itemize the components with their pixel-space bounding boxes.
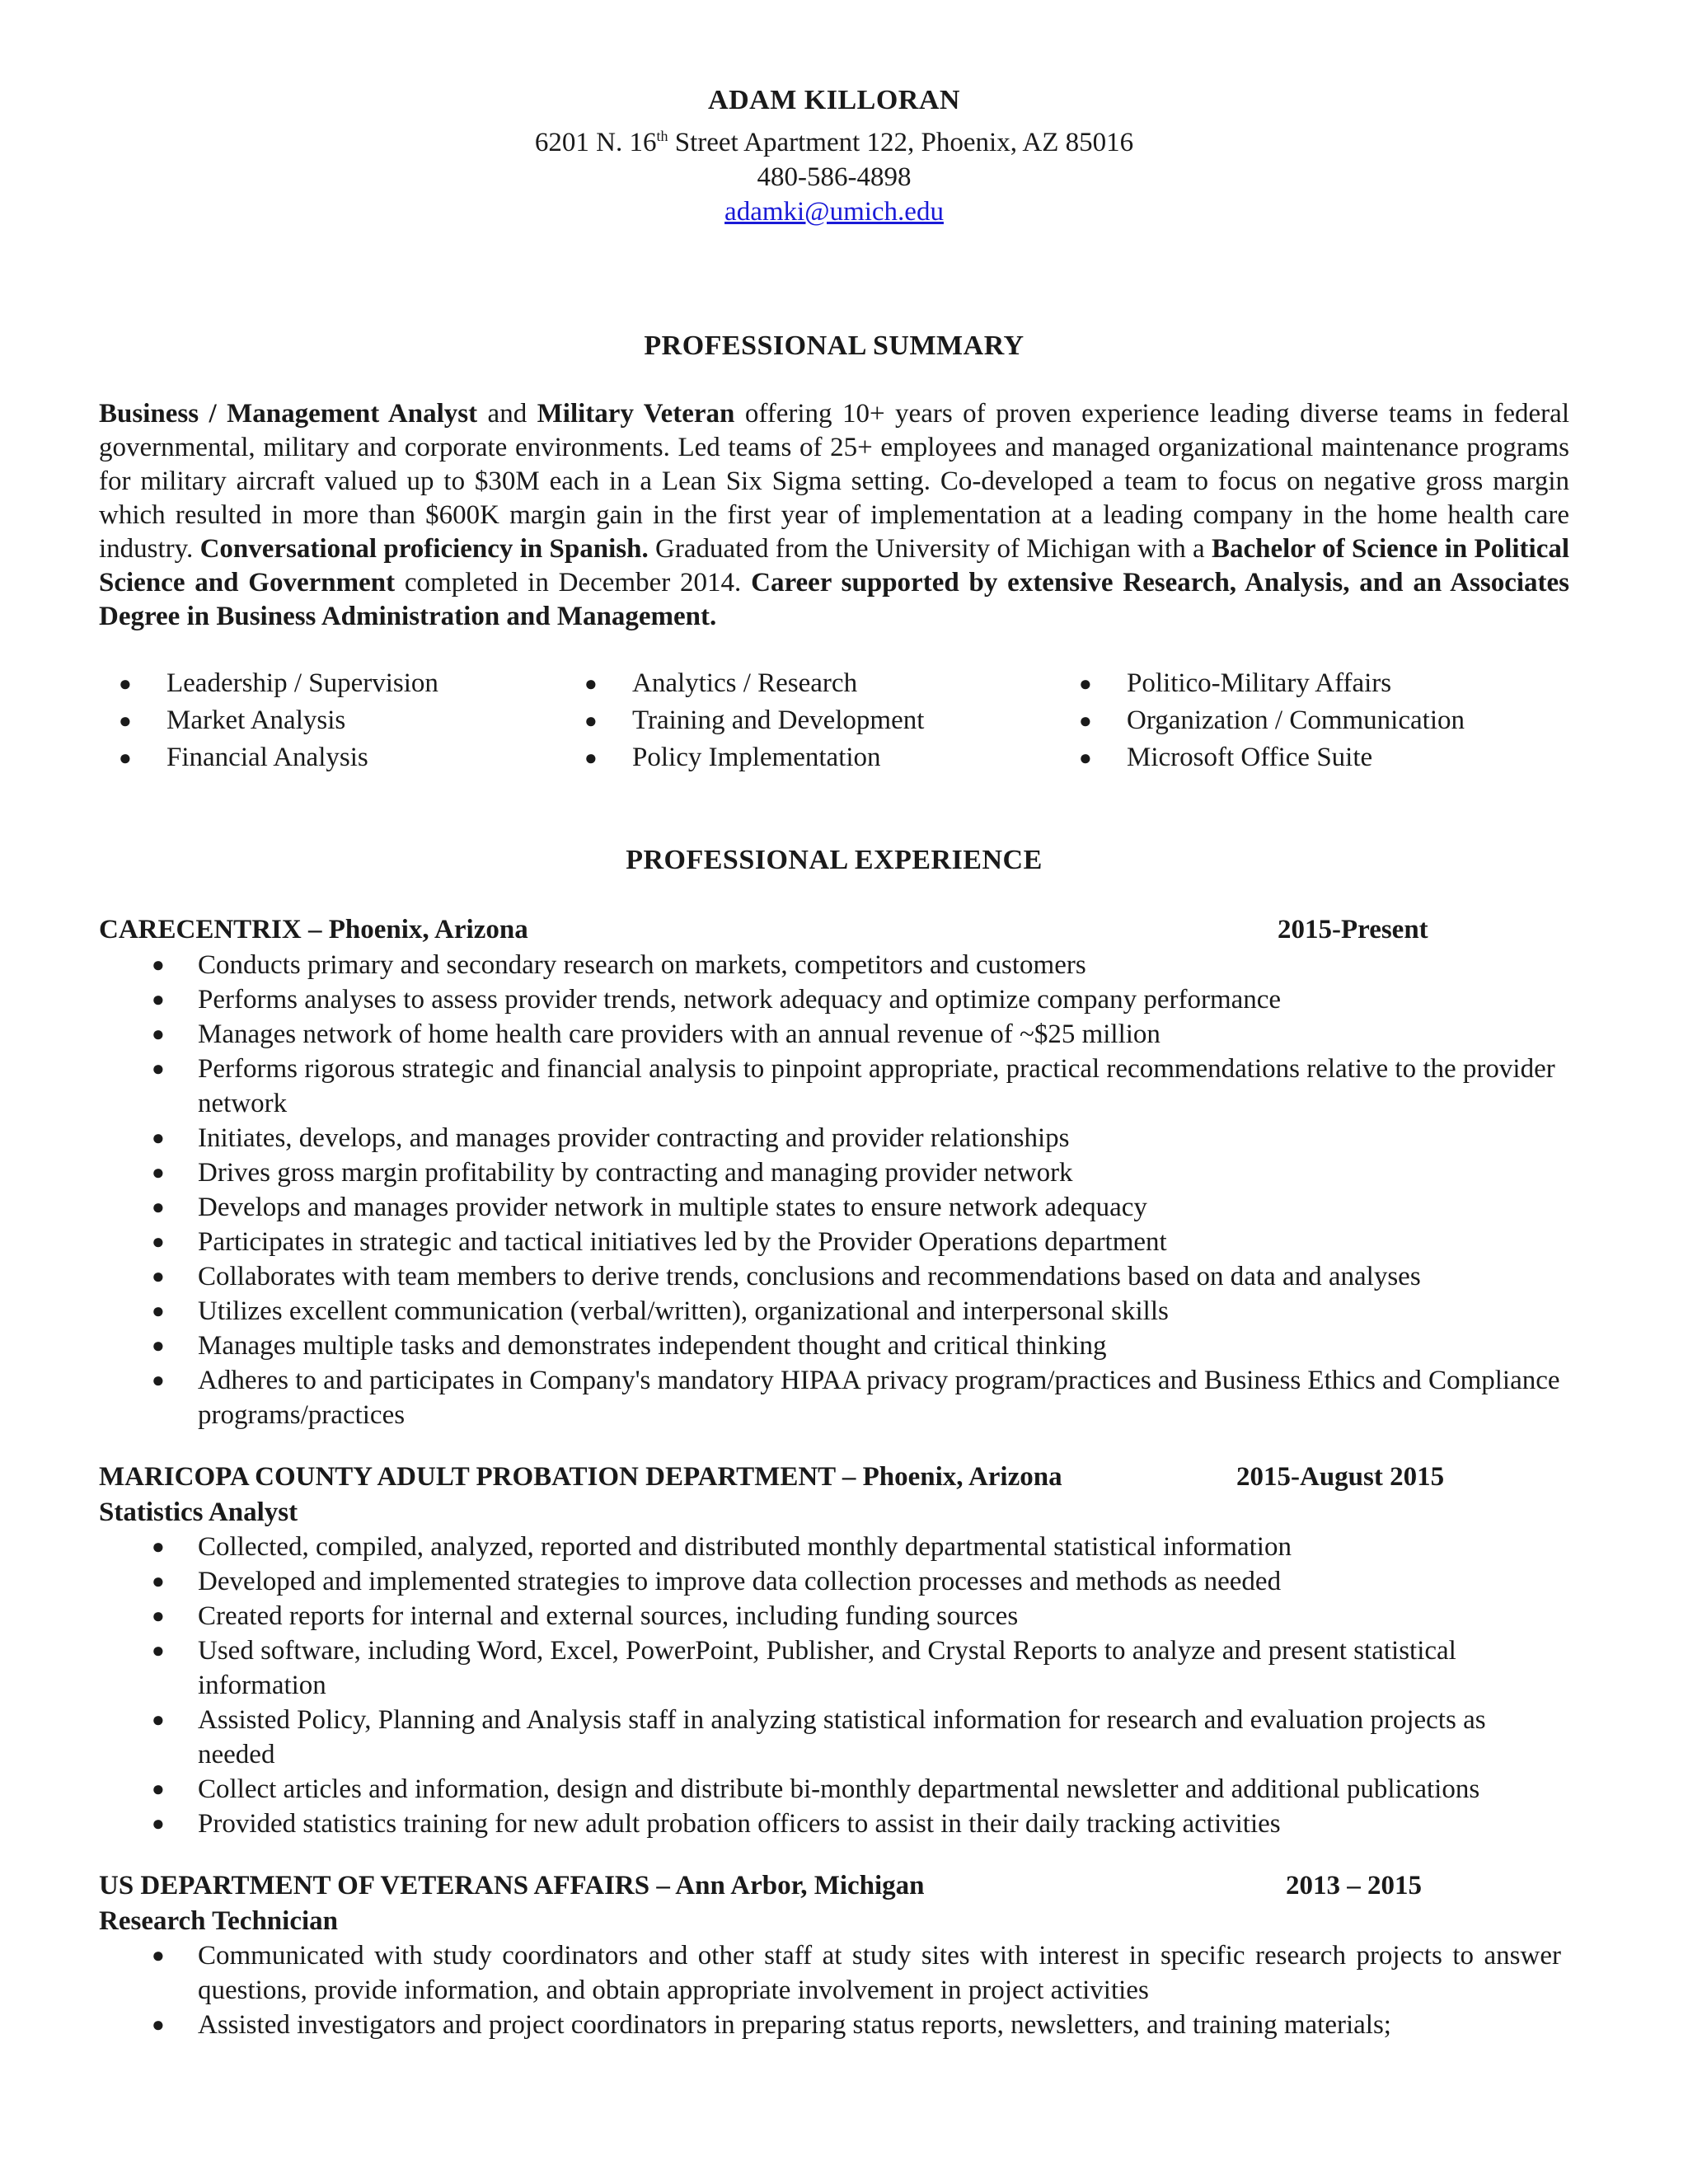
job-bullets <box>99 948 1569 1432</box>
job-bullet: ● Performs analyses to assess provider trends, network adequacy and optimize company performance <box>99 982 1569 1017</box>
summary-bold-1: Business / Management Analyst <box>99 399 478 429</box>
job-bullet: ● Develops and manages provider network in multiple states to ensure network adequacy <box>99 1190 1569 1225</box>
summary-paragraph <box>99 397 1569 634</box>
experience-heading: PROFESSIONAL EXPERIENCE <box>626 845 1043 875</box>
job-bullet: ● Provided statistics training for new adult probation officers to assist in their daily tracking activities <box>99 1807 1569 1841</box>
job-role: Research Technician <box>99 1906 338 1936</box>
job-bullet: ● Communicated with study coordinators and other staff at study sites with interest in specific research projects to answer questions, provide information, and obtain appropriate involvement in project activities <box>99 1938 1569 2008</box>
job-bullet: ● Developed and implemented strategies to improve data collection processes and methods as needed <box>99 1564 1569 1599</box>
job-bullet: ● Manages network of home health care providers with an annual revenue of ~$25 million <box>99 1017 1569 1052</box>
job-bullet: ● Manages multiple tasks and demonstrates independent thought and critical thinking <box>99 1329 1569 1363</box>
skill-item: ● Training and Development <box>565 702 1059 739</box>
skill-item: ● Organization / Communication <box>1059 702 1554 739</box>
job-bullet: ● Drives gross margin profitability by contracting and managing provider network <box>99 1155 1569 1190</box>
summary-text-4: completed in December 2014. <box>395 568 752 598</box>
job-bullet: ● Collaborates with team members to derive trends, conclusions and recommendations based on data and analyses <box>99 1259 1569 1294</box>
summary-bold-2: Military Veteran <box>537 399 735 429</box>
summary-bold-3: Conversational proficiency in Spanish. <box>199 534 649 564</box>
skills-column-3 <box>1059 665 1554 776</box>
candidate-name: ADAM KILLORAN <box>708 85 960 115</box>
job-bullet: ● Participates in strategic and tactical initiatives led by the Provider Operations department <box>99 1225 1569 1259</box>
email-link[interactable]: adamki@umich.edu <box>724 197 944 227</box>
job-dates: 2013 – 2015 <box>1286 1871 1422 1900</box>
job-employer: CARECENTRIX – Phoenix, Arizona <box>99 915 528 944</box>
job-bullet: ● Performs rigorous strategic and financial analysis to pinpoint appropriate, practical recommendations relative to the provider network <box>99 1052 1569 1121</box>
skill-item: ● Financial Analysis <box>99 739 565 776</box>
address-ordinal: th <box>656 128 668 144</box>
job-bullet: ● Collected, compiled, analyzed, reported and distributed monthly departmental statistical information <box>99 1530 1569 1564</box>
job-bullets <box>99 1530 1569 1841</box>
resume-page <box>99 82 1569 2042</box>
skills-grid <box>99 665 1569 776</box>
job-header <box>99 1459 1569 1495</box>
skill-item: ● Leadership / Supervision <box>99 665 565 702</box>
job-bullet: ● Assisted Policy, Planning and Analysis staff in analyzing statistical information for research and evaluation projects as needed <box>99 1703 1569 1772</box>
summary-bold-5: Career supported by extensive Research, Analysis, and an Associates Degree in Business Administration and Management. <box>99 568 1569 631</box>
phone-number: 480-586-4898 <box>757 162 912 192</box>
job-bullet: ● Initiates, develops, and manages provider contracting and provider relationships <box>99 1121 1569 1155</box>
job-bullet: ● Adheres to and participates in Company's mandatory HIPAA privacy program/practices and Business Ethics and Compliance programs/practices <box>99 1363 1569 1432</box>
summary-text-1: and <box>477 399 537 429</box>
skills-column-2 <box>565 665 1059 776</box>
job-role: Statistics Analyst <box>99 1497 298 1527</box>
job-bullet: ● Collect articles and information, design and distribute bi-monthly departmental newsletter and additional publications <box>99 1772 1569 1807</box>
job-header <box>99 912 1569 948</box>
job-employer: US DEPARTMENT OF VETERANS AFFAIRS – Ann Arbor, Michigan <box>99 1871 925 1900</box>
summary-text-2: offering 10+ years of proven experience leading diverse teams in federal governmental, military and corporate environments. Led teams of 25+ employees and managed organizational maintenance programs for military aircraft valued up to $30M each in a Lean Six Sigma setting. Co-developed a team to focus on negative gross margin which resulted in more than $600K margin gain in the first year of implementation at a leading company in the home health care industry. <box>99 399 1569 564</box>
summary-text-3: Graduated from the University of Michigan with a <box>648 534 1212 564</box>
job-entry <box>99 1868 1569 2042</box>
address <box>99 119 1569 160</box>
job-bullets <box>99 1938 1569 2042</box>
address-street-number: 6201 N. 16 <box>534 128 657 157</box>
summary-bold-4: Bachelor of Science in Political Science and Government <box>99 534 1570 598</box>
contact-header <box>99 82 1569 229</box>
job-bullet: ● Utilizes excellent communication (verbal/written), organizational and interpersonal skills <box>99 1294 1569 1329</box>
job-bullet: ● Assisted investigators and project coordinators in preparing status reports, newsletters, and training materials; <box>99 2008 1569 2042</box>
job-dates: 2015-August 2015 <box>1236 1462 1445 1492</box>
skill-item: ● Policy Implementation <box>565 739 1059 776</box>
skills-column-1 <box>99 665 565 776</box>
skill-item: ● Market Analysis <box>99 702 565 739</box>
skill-item: ● Politico-Military Affairs <box>1059 665 1554 702</box>
job-employer: MARICOPA COUNTY ADULT PROBATION DEPARTMENT – Phoenix, Arizona <box>99 1462 1062 1492</box>
job-entry <box>99 912 1569 1432</box>
job-entry <box>99 1459 1569 1841</box>
skill-item: ● Analytics / Research <box>565 665 1059 702</box>
summary-heading: PROFESSIONAL SUMMARY <box>644 330 1025 361</box>
address-rest: Street Apartment 122, Phoenix, AZ 85016 <box>668 128 1134 157</box>
skill-item: ● Microsoft Office Suite <box>1059 739 1554 776</box>
job-bullet: ● Conducts primary and secondary research on markets, competitors and customers <box>99 948 1569 982</box>
job-bullet: ● Created reports for internal and external sources, including funding sources <box>99 1599 1569 1633</box>
job-dates: 2015-Present <box>1278 915 1428 944</box>
job-bullet: ● Used software, including Word, Excel, PowerPoint, Publisher, and Crystal Reports to analyze and present statistical information <box>99 1633 1569 1703</box>
job-header <box>99 1868 1569 1904</box>
